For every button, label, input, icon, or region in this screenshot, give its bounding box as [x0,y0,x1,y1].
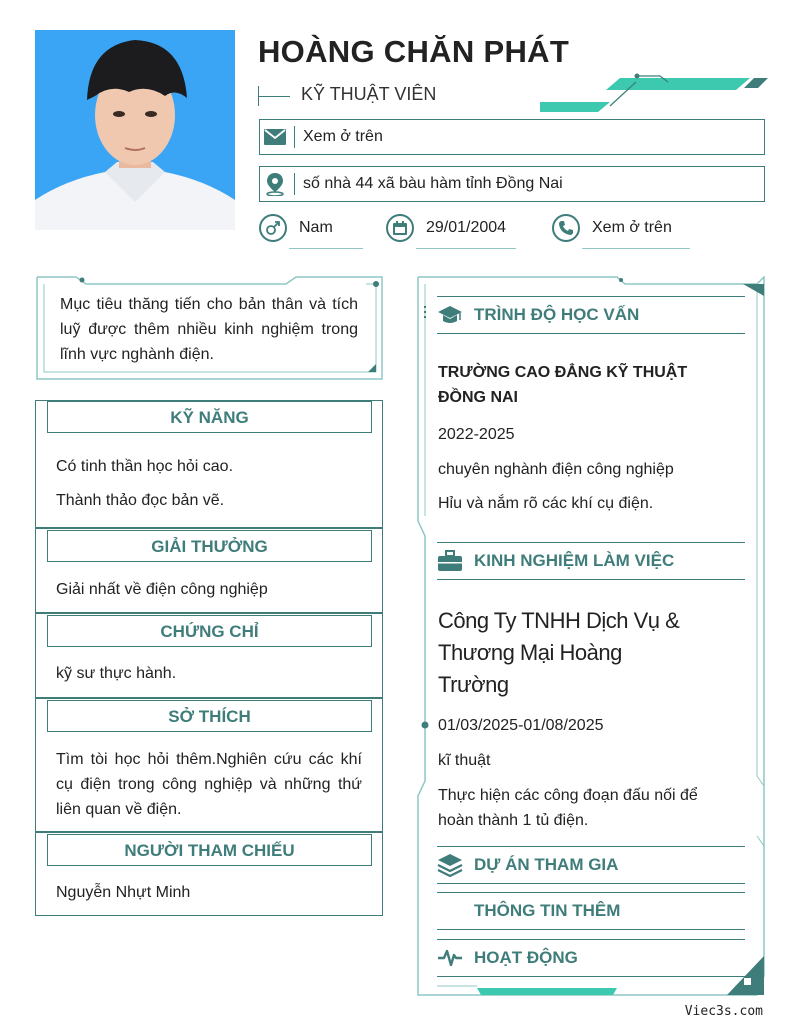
skill-item: Thành thảo đọc bản vẽ. [56,492,225,509]
education-description: Hỉu và nắm rõ các khí cụ điện. [438,495,654,512]
gender-underline [289,248,363,249]
references-heading: NGƯỜI THAM CHIẾU [47,834,372,866]
header-circuit-decoration [540,72,770,116]
reference-item: Nguyễn Nhựt Minh [56,884,191,901]
gender-value: Nam [299,219,333,236]
email-row [259,119,765,155]
awards-section [35,528,383,613]
experience-heading [437,542,745,580]
additional-info-heading [437,892,745,930]
pulse-icon [437,945,463,971]
education-heading [437,296,745,334]
education-period: 2022-2025 [438,426,515,443]
activities-title: HOẠT ĐỘNG [474,948,578,967]
additional-info-title: THÔNG TIN THÊM [474,901,621,920]
address-row [259,166,765,202]
projects-heading [437,846,745,884]
graduation-cap-icon [437,302,463,328]
title-connector [258,86,290,106]
gender-field [259,208,333,248]
location-icon [260,166,290,202]
certificates-section [35,613,383,698]
hobbies-text: Tìm tòi học hỏi thêm.Nghiên cứu các khí cụ điện trong công nghiệp và những thứ liên quan về điện. [56,751,362,818]
birthday-value: 29/01/2004 [426,219,507,236]
skills-heading: KỸ NĂNG [47,401,372,433]
gender-icon [259,214,287,242]
certificates-heading: CHỨNG CHỈ [47,615,372,647]
email-value[interactable]: Xem ở trên [303,128,383,145]
education-title: TRÌNH ĐỘ HỌC VẤN [474,305,640,324]
phone-field [552,208,672,248]
school-name: TRƯỜNG CAO ĐẲNG KỸ THUẬT ĐỒNG NAI [438,364,688,406]
envelope-icon [260,119,290,155]
references-section [35,832,383,916]
footer-watermark: Viec3s.com [684,1004,763,1019]
skill-item: Có tinh thần học hỏi cao. [56,458,234,475]
briefcase-icon [437,548,463,574]
phone-icon [552,214,580,242]
hobbies-section [35,698,383,832]
address-value: số nhà 44 xã bàu hàm tỉnh Đồng Nai [303,175,563,192]
hobbies-heading: SỞ THÍCH [47,700,372,732]
experience-title: KINH NGHIỆM LÀM VIỆC [474,551,675,570]
company-name: Công Ty TNHH Dịch Vụ & Thương Mại Hoàng Trường [438,608,680,697]
education-major: chuyên nghành điện công nghiệp [438,461,674,478]
birthday-underline [416,248,516,249]
experience-period: 01/03/2025-01/08/2025 [438,717,604,734]
awards-heading: GIẢI THƯỞNG [47,530,372,562]
award-item: Giải nhất về điện công nghiệp [56,581,268,598]
objective-text: Mục tiêu thăng tiến cho bản thân và tích luỹ được thêm nhiều kinh nghiệm trong lĩnh vực nghành điện. [60,296,358,363]
calendar-icon [386,214,414,242]
projects-title: DỰ ÁN THAM GIA [474,855,619,874]
phone-value[interactable]: Xem ở trên [592,219,672,236]
job-title: KỸ THUẬT VIÊN [301,84,437,104]
certificate-item: kỹ sư thực hành. [56,665,177,682]
activities-heading [437,939,745,977]
experience-position: kĩ thuật [438,752,491,769]
candidate-name: HOÀNG CHĂN PHÁT [258,34,570,69]
birthday-field [386,208,506,248]
phone-underline [582,248,690,249]
profile-photo [35,30,235,230]
skills-section [35,400,383,528]
experience-description: Thực hiện các công đoạn đấu nối để hoàn thành 1 tủ điện. [438,787,698,829]
layers-icon [437,852,463,878]
